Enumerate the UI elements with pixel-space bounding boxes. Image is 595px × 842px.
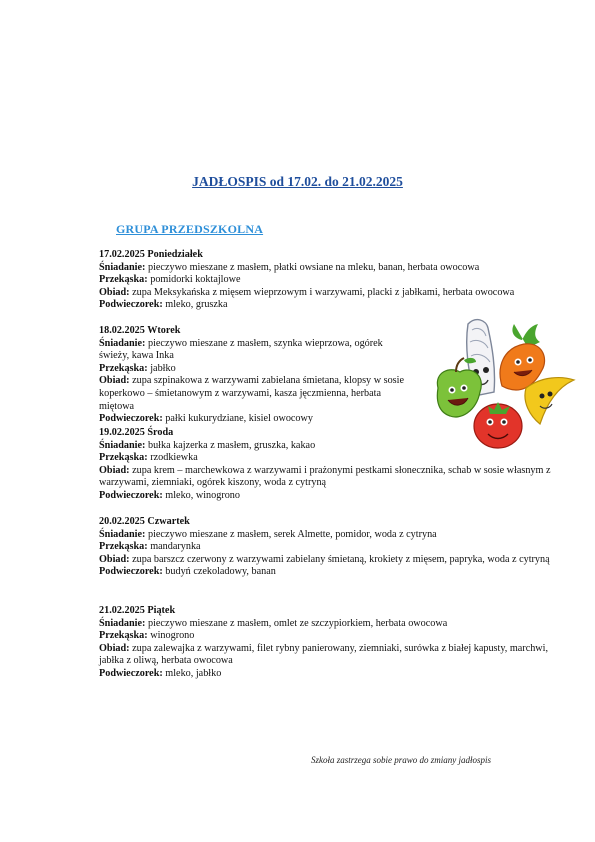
meal-label: Podwieczorek: bbox=[99, 667, 163, 679]
meal-dinner bbox=[99, 554, 551, 567]
day-block-monday bbox=[99, 249, 514, 312]
meal-text: pieczywo mieszane z masłem, szynka wieprzowa, ogórek świeży, kawa Inka bbox=[99, 337, 383, 362]
cartoon-vegetables-icon bbox=[430, 316, 576, 450]
meal-dinner bbox=[99, 375, 409, 413]
meal-text: zupa szpinakowa z warzywami zabielana śmietana, klopsy w sosie koperkowo – śmietanowym z warzywami, kasza jęczmienna, herbata miętowa bbox=[99, 375, 404, 412]
meal-dinner bbox=[99, 465, 551, 490]
meal-text: mandarynka bbox=[150, 541, 201, 553]
meal-afternoon-snack bbox=[99, 566, 551, 579]
meal-text: pomidorki koktajlowe bbox=[150, 274, 241, 286]
meal-label: Obiad: bbox=[99, 464, 130, 476]
meal-text: zupa krem – marchewkowa z warzywami i prażonymi pestkami słonecznika, schab w sosie własnym z warzywami, ziemniaki, ogórek kiszony, woda z cytryną bbox=[99, 464, 551, 489]
day-block-thursday bbox=[99, 516, 551, 579]
meal-text: jabłko bbox=[150, 362, 176, 374]
day-date: 17.02.2025 Poniedziałek bbox=[99, 249, 203, 260]
meal-label: Przekąska: bbox=[99, 274, 148, 286]
day-date: 20.02.2025 Czwartek bbox=[99, 516, 190, 527]
page-title: JADŁOSPIS od 17.02. do 21.02.2025 bbox=[192, 174, 403, 189]
meal-label: Śniadanie: bbox=[99, 261, 146, 273]
meal-text: zupa zalewajka z warzywami, filet rybny panierowany, ziemniaki, surówka z białej kapusty, marchwi, jabłka z oliwą, herbata owocowa bbox=[99, 642, 549, 667]
meal-afternoon-snack bbox=[99, 490, 551, 503]
meal-breakfast bbox=[99, 618, 549, 631]
carrot-icon bbox=[500, 324, 545, 390]
meal-afternoon-snack bbox=[99, 299, 514, 312]
meal-snack bbox=[99, 541, 551, 554]
meal-text: zupa Meksykańska z mięsem wieprzowym i warzywami, placki z jabłkami, herbata owocowa bbox=[132, 286, 515, 298]
meal-label: Przekąska: bbox=[99, 362, 148, 374]
tomato-icon bbox=[474, 402, 522, 448]
meal-snack bbox=[99, 363, 409, 376]
meal-text: rzodkiewka bbox=[150, 452, 198, 464]
meal-label: Obiad: bbox=[99, 286, 130, 298]
day-date: 21.02.2025 Piątek bbox=[99, 605, 176, 616]
day-block-tuesday bbox=[99, 325, 409, 426]
meal-text: winogrono bbox=[150, 630, 195, 642]
meal-text: bułka kajzerka z masłem, gruszka, kakao bbox=[147, 439, 316, 451]
group-heading: GRUPA PRZEDSZKOLNA bbox=[116, 222, 264, 236]
meal-breakfast bbox=[99, 262, 514, 275]
meal-label: Obiad: bbox=[99, 642, 130, 654]
meal-snack bbox=[99, 630, 549, 643]
meal-snack bbox=[99, 452, 551, 465]
meal-label: Obiad: bbox=[99, 553, 130, 565]
meal-label: Śniadanie: bbox=[99, 528, 146, 540]
meal-text: budyń czekoladowy, banan bbox=[165, 566, 276, 578]
meal-label: Podwieczorek: bbox=[99, 489, 163, 501]
meal-afternoon-snack bbox=[99, 668, 549, 681]
meal-text: pieczywo mieszane z masłem, serek Almette, pomidor, woda z cytryna bbox=[147, 528, 437, 540]
day-block-friday bbox=[99, 605, 549, 681]
meal-label: Obiad: bbox=[99, 375, 130, 387]
meal-label: Podwieczorek: bbox=[99, 299, 163, 311]
meal-label: Podwieczorek: bbox=[99, 566, 163, 578]
banana-icon bbox=[525, 378, 574, 424]
meal-label: Przekąska: bbox=[99, 630, 148, 642]
meal-text: pieczywo mieszane z masłem, omlet ze szczypiorkiem, herbata owocowa bbox=[147, 617, 448, 629]
meal-label: Śniadanie: bbox=[99, 439, 146, 451]
meal-afternoon-snack bbox=[99, 413, 409, 426]
meal-label: Podwieczorek: bbox=[99, 413, 163, 425]
meal-breakfast bbox=[99, 338, 409, 363]
meal-text: mleko, winogrono bbox=[165, 489, 240, 501]
meal-label: Śniadanie: bbox=[99, 617, 146, 629]
meal-dinner bbox=[99, 287, 514, 300]
meal-text: zupa barszcz czerwony z warzywami zabielany śmietaną, krokiety z mięsem, papryka, woda z cytryną bbox=[132, 553, 550, 565]
meal-text: mleko, jabłko bbox=[165, 667, 222, 679]
meal-text: pałki kukurydziane, kisiel owocowy bbox=[165, 413, 313, 425]
day-date: 19.02.2025 Środa bbox=[99, 427, 174, 438]
meal-label: Śniadanie: bbox=[99, 337, 146, 349]
meal-label: Przekąska: bbox=[99, 452, 148, 464]
meal-text: pieczywo mieszane z masłem, płatki owsiane na mleku, banan, herbata owocowa bbox=[147, 261, 480, 273]
footer-note: Szkoła zastrzega sobie prawo do zmiany jadłospis bbox=[311, 755, 492, 765]
meal-snack bbox=[99, 274, 514, 287]
meal-dinner bbox=[99, 643, 549, 668]
meal-text: mleko, gruszka bbox=[165, 299, 228, 311]
meal-breakfast bbox=[99, 529, 551, 542]
meal-label: Przekąska: bbox=[99, 541, 148, 553]
day-date: 18.02.2025 Wtorek bbox=[99, 325, 181, 336]
